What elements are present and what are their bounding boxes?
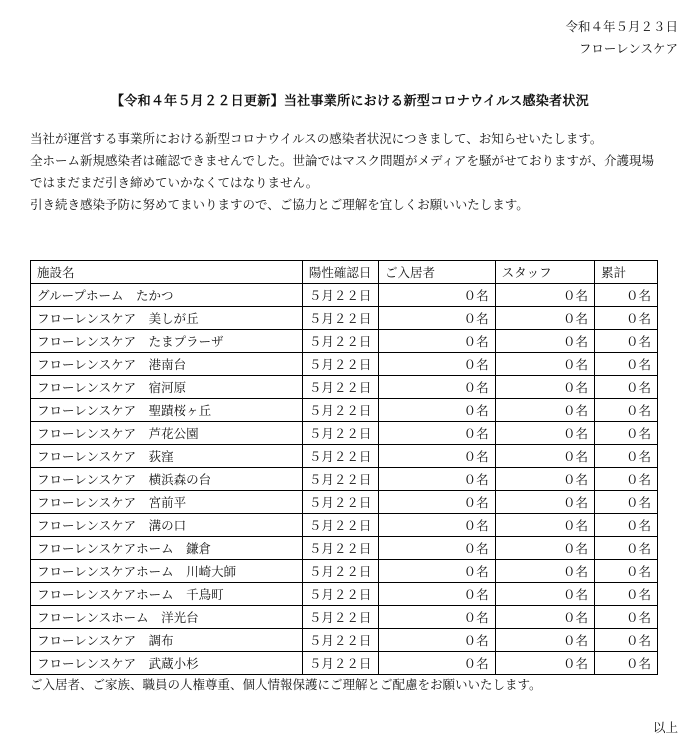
staff-count: ０名 (495, 445, 594, 468)
staff-count: ０名 (495, 491, 594, 514)
staff-count: ０名 (495, 629, 594, 652)
staff-count: ０名 (495, 652, 594, 675)
facility-name: フローレンスケア 横浜森の台 (31, 468, 303, 491)
facility-name: フローレンスケア 宮前平 (31, 491, 303, 514)
staff-count: ０名 (495, 537, 594, 560)
header-facility: 施設名 (31, 261, 303, 284)
confirmed-date: ５月２２日 (302, 445, 378, 468)
total-count: ０名 (595, 353, 658, 376)
resident-count: ０名 (378, 583, 495, 606)
facility-name: フローレンスケア 荻窪 (31, 445, 303, 468)
facility-name: フローレンスケア たまプラーザ (31, 330, 303, 353)
resident-count: ０名 (378, 468, 495, 491)
notice-body (30, 128, 685, 216)
facility-name: フローレンスケア 調布 (31, 629, 303, 652)
header-staff: スタッフ (495, 261, 594, 284)
confirmed-date: ５月２２日 (302, 284, 378, 307)
total-count: ０名 (595, 468, 658, 491)
confirmed-date: ５月２２日 (302, 353, 378, 376)
table-row (31, 445, 658, 468)
table-header-row (31, 261, 658, 284)
confirmed-date: ５月２２日 (302, 583, 378, 606)
staff-count: ０名 (495, 330, 594, 353)
table-row (31, 376, 658, 399)
facility-name: フローレンスケア 宿河原 (31, 376, 303, 399)
table-row (31, 560, 658, 583)
page-title: 【令和４年５月２２日更新】当社事業所における新型コロナウイルス感染者状況 (110, 94, 590, 109)
header-total: 累計 (595, 261, 658, 284)
confirmed-date: ５月２２日 (302, 330, 378, 353)
notice-line: 当社が運営する事業所における新型コロナウイルスの感染者状況につきまして、お知らせいたします。 (30, 131, 603, 146)
facility-name: フローレンスケアホーム 鎌倉 (31, 537, 303, 560)
facility-name: フローレンスケアホーム 川崎大師 (31, 560, 303, 583)
staff-count: ０名 (495, 583, 594, 606)
total-count: ０名 (595, 560, 658, 583)
staff-count: ０名 (495, 353, 594, 376)
facility-name: フローレンスケア 芦花公園 (31, 422, 303, 445)
resident-count: ０名 (378, 445, 495, 468)
table-row (31, 468, 658, 491)
facility-name: フローレンスケア 美しが丘 (31, 307, 303, 330)
staff-count: ０名 (495, 307, 594, 330)
table-row (31, 583, 658, 606)
table-row (31, 353, 658, 376)
staff-count: ０名 (495, 560, 594, 583)
confirmed-date: ５月２２日 (302, 514, 378, 537)
resident-count: ０名 (378, 560, 495, 583)
confirmed-date: ５月２２日 (302, 422, 378, 445)
header-residents: ご入居者 (378, 261, 495, 284)
privacy-note: ご入居者、ご家族、職員の人権尊重、個人情報保護にご理解とご配慮をお願いいたします。 (30, 677, 542, 692)
total-count: ０名 (595, 629, 658, 652)
staff-count: ０名 (495, 284, 594, 307)
staff-count: ０名 (495, 468, 594, 491)
facility-name: フローレンスケア 溝の口 (31, 514, 303, 537)
table-row (31, 514, 658, 537)
total-count: ０名 (595, 583, 658, 606)
resident-count: ０名 (378, 629, 495, 652)
resident-count: ０名 (378, 353, 495, 376)
confirmed-date: ５月２２日 (302, 376, 378, 399)
total-count: ０名 (595, 491, 658, 514)
total-count: ０名 (595, 399, 658, 422)
company-name: フローレンスケア (578, 41, 678, 56)
total-count: ０名 (595, 422, 658, 445)
total-count: ０名 (595, 606, 658, 629)
infection-status-table (30, 260, 658, 675)
staff-count: ０名 (495, 376, 594, 399)
staff-count: ０名 (495, 606, 594, 629)
total-count: ０名 (595, 445, 658, 468)
resident-count: ０名 (378, 422, 495, 445)
table-row (31, 284, 658, 307)
facility-name: フローレンスホーム 洋光台 (31, 606, 303, 629)
resident-count: ０名 (378, 606, 495, 629)
table-row (31, 330, 658, 353)
table-row (31, 629, 658, 652)
resident-count: ０名 (378, 514, 495, 537)
confirmed-date: ５月２２日 (302, 491, 378, 514)
facility-name: フローレンスケアホーム 千鳥町 (31, 583, 303, 606)
facility-name: フローレンスケア 聖蹟桜ヶ丘 (31, 399, 303, 422)
notice-line: 引き続き感染予防に努めてまいりますので、ご協力とご理解を宜しくお願いいたします。 (30, 197, 529, 212)
table-row (31, 399, 658, 422)
table-row (31, 422, 658, 445)
table-row (31, 491, 658, 514)
total-count: ０名 (595, 652, 658, 675)
confirmed-date: ５月２２日 (302, 606, 378, 629)
confirmed-date: ５月２２日 (302, 652, 378, 675)
confirmed-date: ５月２２日 (302, 537, 378, 560)
confirmed-date: ５月２２日 (302, 560, 378, 583)
facility-name: フローレンスケア 港南台 (31, 353, 303, 376)
table-row (31, 307, 658, 330)
confirmed-date: ５月２２日 (302, 399, 378, 422)
issue-date: 令和４年５月２３日 (565, 19, 678, 34)
notice-line: 全ホーム新規感染者は確認できませんでした。世論ではマスク問題がメディアを騒がせておりますが、介護現場 (30, 153, 655, 168)
facility-name: フローレンスケア 武蔵小杉 (31, 652, 303, 675)
total-count: ０名 (595, 330, 658, 353)
total-count: ０名 (595, 376, 658, 399)
facility-name: グループホーム たかつ (31, 284, 303, 307)
total-count: ０名 (595, 284, 658, 307)
resident-count: ０名 (378, 307, 495, 330)
resident-count: ０名 (378, 491, 495, 514)
staff-count: ０名 (495, 399, 594, 422)
notice-line: ではまだまだ引き締めていかなくてはなりません。 (30, 175, 319, 190)
staff-count: ０名 (495, 422, 594, 445)
resident-count: ０名 (378, 284, 495, 307)
resident-count: ０名 (378, 330, 495, 353)
staff-count: ０名 (495, 514, 594, 537)
total-count: ０名 (595, 537, 658, 560)
resident-count: ０名 (378, 376, 495, 399)
total-count: ０名 (595, 307, 658, 330)
total-count: ０名 (595, 514, 658, 537)
table-row (31, 652, 658, 675)
header-confirmed-date: 陽性確認日 (302, 261, 378, 284)
confirmed-date: ５月２２日 (302, 307, 378, 330)
confirmed-date: ５月２２日 (302, 629, 378, 652)
closing-mark: 以上 (652, 720, 678, 735)
resident-count: ０名 (378, 652, 495, 675)
resident-count: ０名 (378, 399, 495, 422)
table-row (31, 537, 658, 560)
table-row (31, 606, 658, 629)
confirmed-date: ５月２２日 (302, 468, 378, 491)
resident-count: ０名 (378, 537, 495, 560)
